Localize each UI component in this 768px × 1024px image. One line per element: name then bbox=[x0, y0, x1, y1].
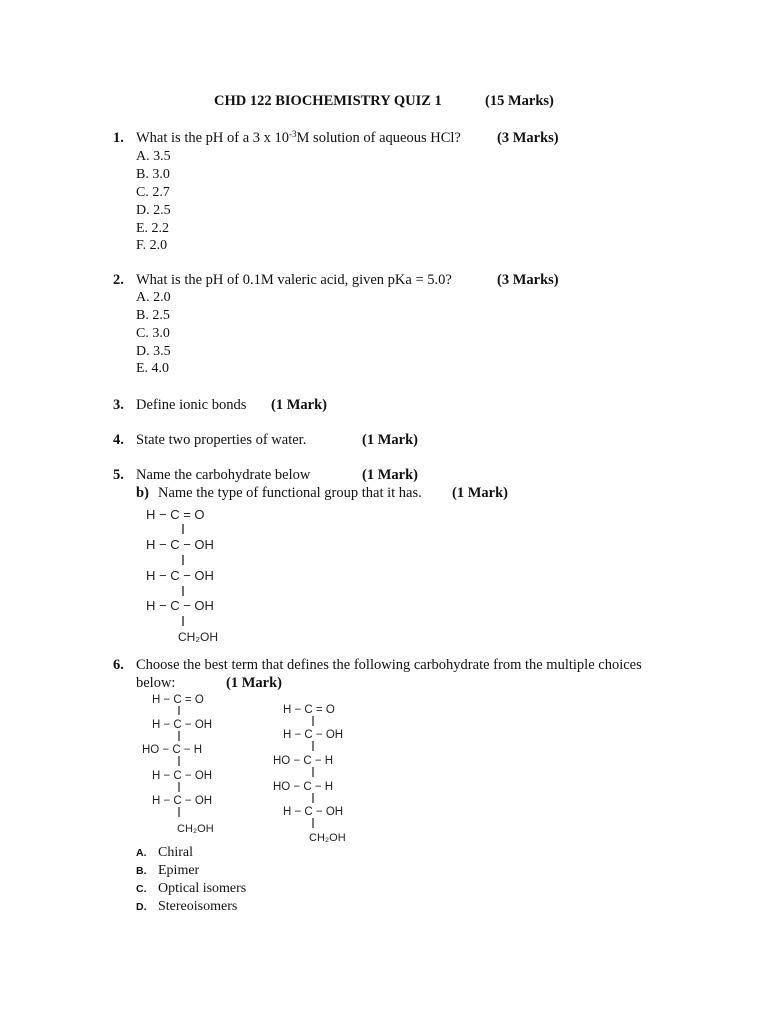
choice-letter: C. bbox=[136, 883, 147, 895]
question-text-continued: below: bbox=[136, 675, 176, 691]
structure-row: H − C − OH bbox=[146, 537, 214, 552]
sub-question-text: Name the type of functional group that it has. bbox=[158, 485, 422, 501]
structure-row: H − C − OH bbox=[152, 795, 213, 807]
structure-row: CH₂OH bbox=[309, 832, 346, 844]
choice-text: Epimer bbox=[158, 863, 200, 878]
question-text: Choose the best term that defines the following carbohydrate from the multiple choices bbox=[136, 657, 642, 673]
carbohydrate-structure-q6-left bbox=[142, 691, 252, 841]
structure-row: H − C = O bbox=[146, 507, 205, 522]
question-text-part: What is the pH of a 3 x 10 bbox=[136, 130, 290, 146]
option: E. 4.0 bbox=[136, 361, 170, 376]
carbohydrate-structure-q6-right bbox=[273, 700, 383, 850]
carbohydrate-structure-q5 bbox=[140, 505, 260, 645]
question-text: State two properties of water. bbox=[136, 432, 307, 448]
question-number: 4. bbox=[113, 432, 124, 448]
question-marks: (1 Mark) bbox=[226, 675, 282, 691]
question-text: What is the pH of 0.1M valeric acid, given pKa = 5.0? bbox=[136, 272, 452, 288]
option: C. 2.7 bbox=[136, 185, 170, 200]
question-marks: (3 Marks) bbox=[497, 272, 559, 288]
option: A. 3.5 bbox=[136, 149, 171, 164]
option: C. 3.0 bbox=[136, 326, 170, 341]
exponent: -3 bbox=[289, 129, 297, 139]
question-number: 3. bbox=[113, 397, 124, 413]
question-text bbox=[136, 129, 461, 147]
structure-row: HO − C − H bbox=[142, 744, 203, 756]
question-marks: (1 Mark) bbox=[362, 432, 418, 448]
structure-row: CH₂OH bbox=[177, 823, 214, 835]
sub-question-label: b) bbox=[136, 485, 149, 501]
choice-text: Chiral bbox=[158, 845, 193, 860]
title-text: CHD 122 BIOCHEMISTRY QUIZ 1 bbox=[214, 93, 442, 109]
question-number: 1. bbox=[113, 130, 124, 146]
choice-text: Optical isomers bbox=[158, 881, 247, 896]
question-number: 2. bbox=[113, 272, 124, 288]
question-marks: (1 Mark) bbox=[271, 397, 327, 413]
option: A. 2.0 bbox=[136, 290, 171, 305]
sub-question-b bbox=[136, 484, 508, 502]
choice-letter: A. bbox=[136, 847, 147, 859]
question-marks: (3 Marks) bbox=[497, 130, 559, 146]
structure-row: H − C = O bbox=[283, 704, 335, 716]
structure-row: HO − C − H bbox=[273, 781, 334, 793]
choice-letter: D. bbox=[136, 901, 147, 913]
choice-letter: B. bbox=[136, 865, 147, 877]
option: E. 2.2 bbox=[136, 221, 170, 236]
structure-row: H − C − OH bbox=[283, 806, 344, 818]
option: B. 2.5 bbox=[136, 308, 170, 323]
option: B. 3.0 bbox=[136, 167, 170, 182]
option: F. 2.0 bbox=[136, 238, 168, 253]
structure-row: H − C − OH bbox=[146, 598, 214, 613]
structure-row: H − C − OH bbox=[146, 568, 214, 583]
question-text: Name the carbohydrate below bbox=[136, 467, 311, 483]
question-text: Define ionic bonds bbox=[136, 397, 247, 413]
quiz-title bbox=[214, 93, 554, 110]
structure-row: H − C = O bbox=[152, 694, 204, 706]
choice-text: Stereoisomers bbox=[158, 899, 238, 914]
question-number: 5. bbox=[113, 467, 124, 483]
structure-row: H − C − OH bbox=[152, 719, 213, 731]
question-text-part: M solution of aqueous HCl? bbox=[296, 130, 461, 146]
question-number: 6. bbox=[113, 657, 124, 673]
structure-row: H − C − OH bbox=[283, 729, 344, 741]
structure-row: CH₂OH bbox=[178, 630, 218, 644]
title-total-marks: (15 Marks) bbox=[485, 93, 554, 109]
option: D. 2.5 bbox=[136, 203, 171, 218]
structure-row: HO − C − H bbox=[273, 755, 334, 767]
sub-question-marks: (1 Mark) bbox=[452, 485, 508, 501]
structure-row: H − C − OH bbox=[152, 770, 213, 782]
option: D. 3.5 bbox=[136, 344, 171, 359]
question-marks: (1 Mark) bbox=[362, 467, 418, 483]
